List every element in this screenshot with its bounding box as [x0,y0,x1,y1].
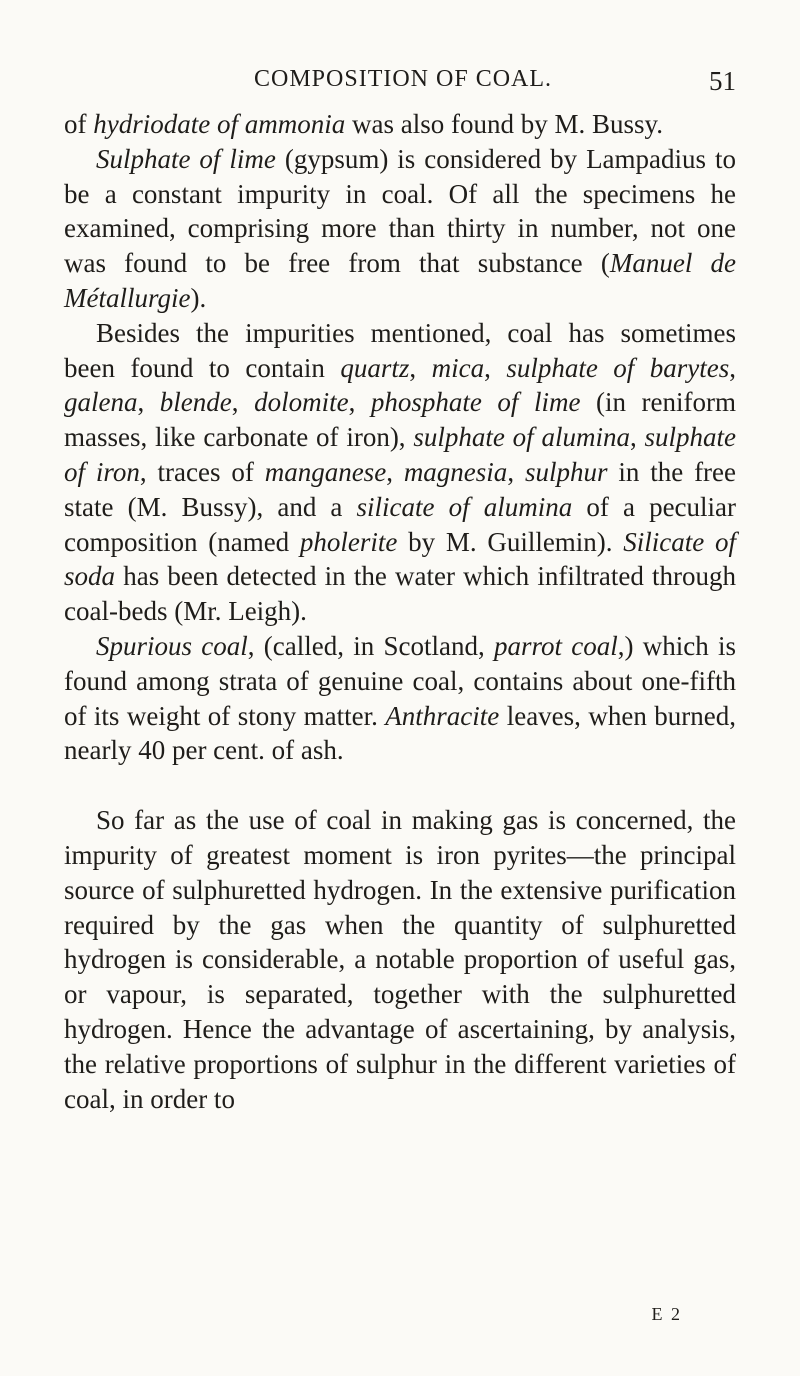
paragraph [64,316,736,629]
paragraph [64,629,736,768]
italic-term: Sulphate of lime [96,143,276,174]
italic-term: magnesia [403,456,508,487]
text-run: , [729,352,737,383]
italic-term: manganese [264,456,387,487]
italic-term: Anthracite [385,700,500,731]
text-run: , [231,387,255,418]
italic-term: quartz [340,352,410,383]
italic-term: Silicate of soda [64,526,736,592]
text-run: , [507,456,525,487]
italic-term: blende [159,387,232,418]
text-run: (gypsum) is considered by Lampadius to be a constant impurity in coal. Of all the specimens he examined, comprising more than thirty in number, not one was found to be free from that substance ( [64,143,736,279]
text-run: has been detected in the water which infiltrated through coal-beds (Mr. Leigh). [64,561,736,627]
italic-term: silicate of alumina [356,491,573,522]
running-title: COMPOSITION OF COAL. [254,66,553,92]
italic-term: sulphate of barytes [506,352,730,383]
text-run: , [484,352,507,383]
text-run: So far as the use of coal in making gas is concerned, the impurity of greatest moment is iron pyrites—the principal source of sulphuretted hydrogen. In the extensive purification required by the gas when the quantity of sulphuretted hydrogen is considerable, a notable proportion of useful gas, or vapour, is separated, together with the sulphuretted hydrogen. Hence the advantage of ascertaining, by analysis, the relative proportions of sulphur in the different varieties of coal, in order to [64,805,736,1114]
body-text [64,107,736,1116]
page-number: 51 [709,66,736,96]
italic-term: parrot coal [493,630,618,661]
text-run: by M. Guillemin). [397,526,624,557]
text-run: , [348,387,371,418]
paragraph [64,142,736,316]
signature-mark: E 2 [651,1304,682,1324]
page-header [64,58,736,102]
italic-term: Spurious coal [96,630,248,661]
italic-term: dolomite [254,387,349,418]
text-run: , traces of [139,456,265,487]
text-run: , [409,352,432,383]
text-run: ,) which is found among strata of genuine coal, contains about one-fifth of its weight of stony matter. [64,630,736,731]
italic-term: mica [431,352,485,383]
text-run: , [137,387,160,418]
paragraph [64,107,736,142]
italic-term: galena [64,387,138,418]
text-run: was also found by M. Bussy. [345,109,663,139]
text-run: in the free state (M. Bussy), and a [64,456,737,522]
italic-term: sulphate of iron [64,422,736,487]
text-run: of [64,109,94,139]
italic-term: sulphate of alumina [413,422,630,453]
italic-term: sulphur [524,456,608,487]
text-run: , [629,422,645,453]
text-run: Besides the impurities mentioned, coal has sometimes been found to contain [64,317,736,383]
text-run: leaves, when burned, nearly 40 per cent. of ash. [64,700,736,766]
italic-term: hydriodate of ammonia [93,109,346,139]
text-run: , (called, in Scotland, [247,630,494,661]
text-run: (in reniform masses, like carbonate of iron), [64,387,736,453]
italic-title: Manuel de Métallurgie [64,248,736,313]
italic-term: pholerite [299,526,398,557]
text-run: , [386,456,404,487]
paragraph [64,803,736,1116]
book-page [64,0,736,1376]
text-run: of a peculiar composition (named [64,491,737,557]
text-run: ). [190,282,207,313]
italic-term: phosphate of lime [370,387,581,418]
